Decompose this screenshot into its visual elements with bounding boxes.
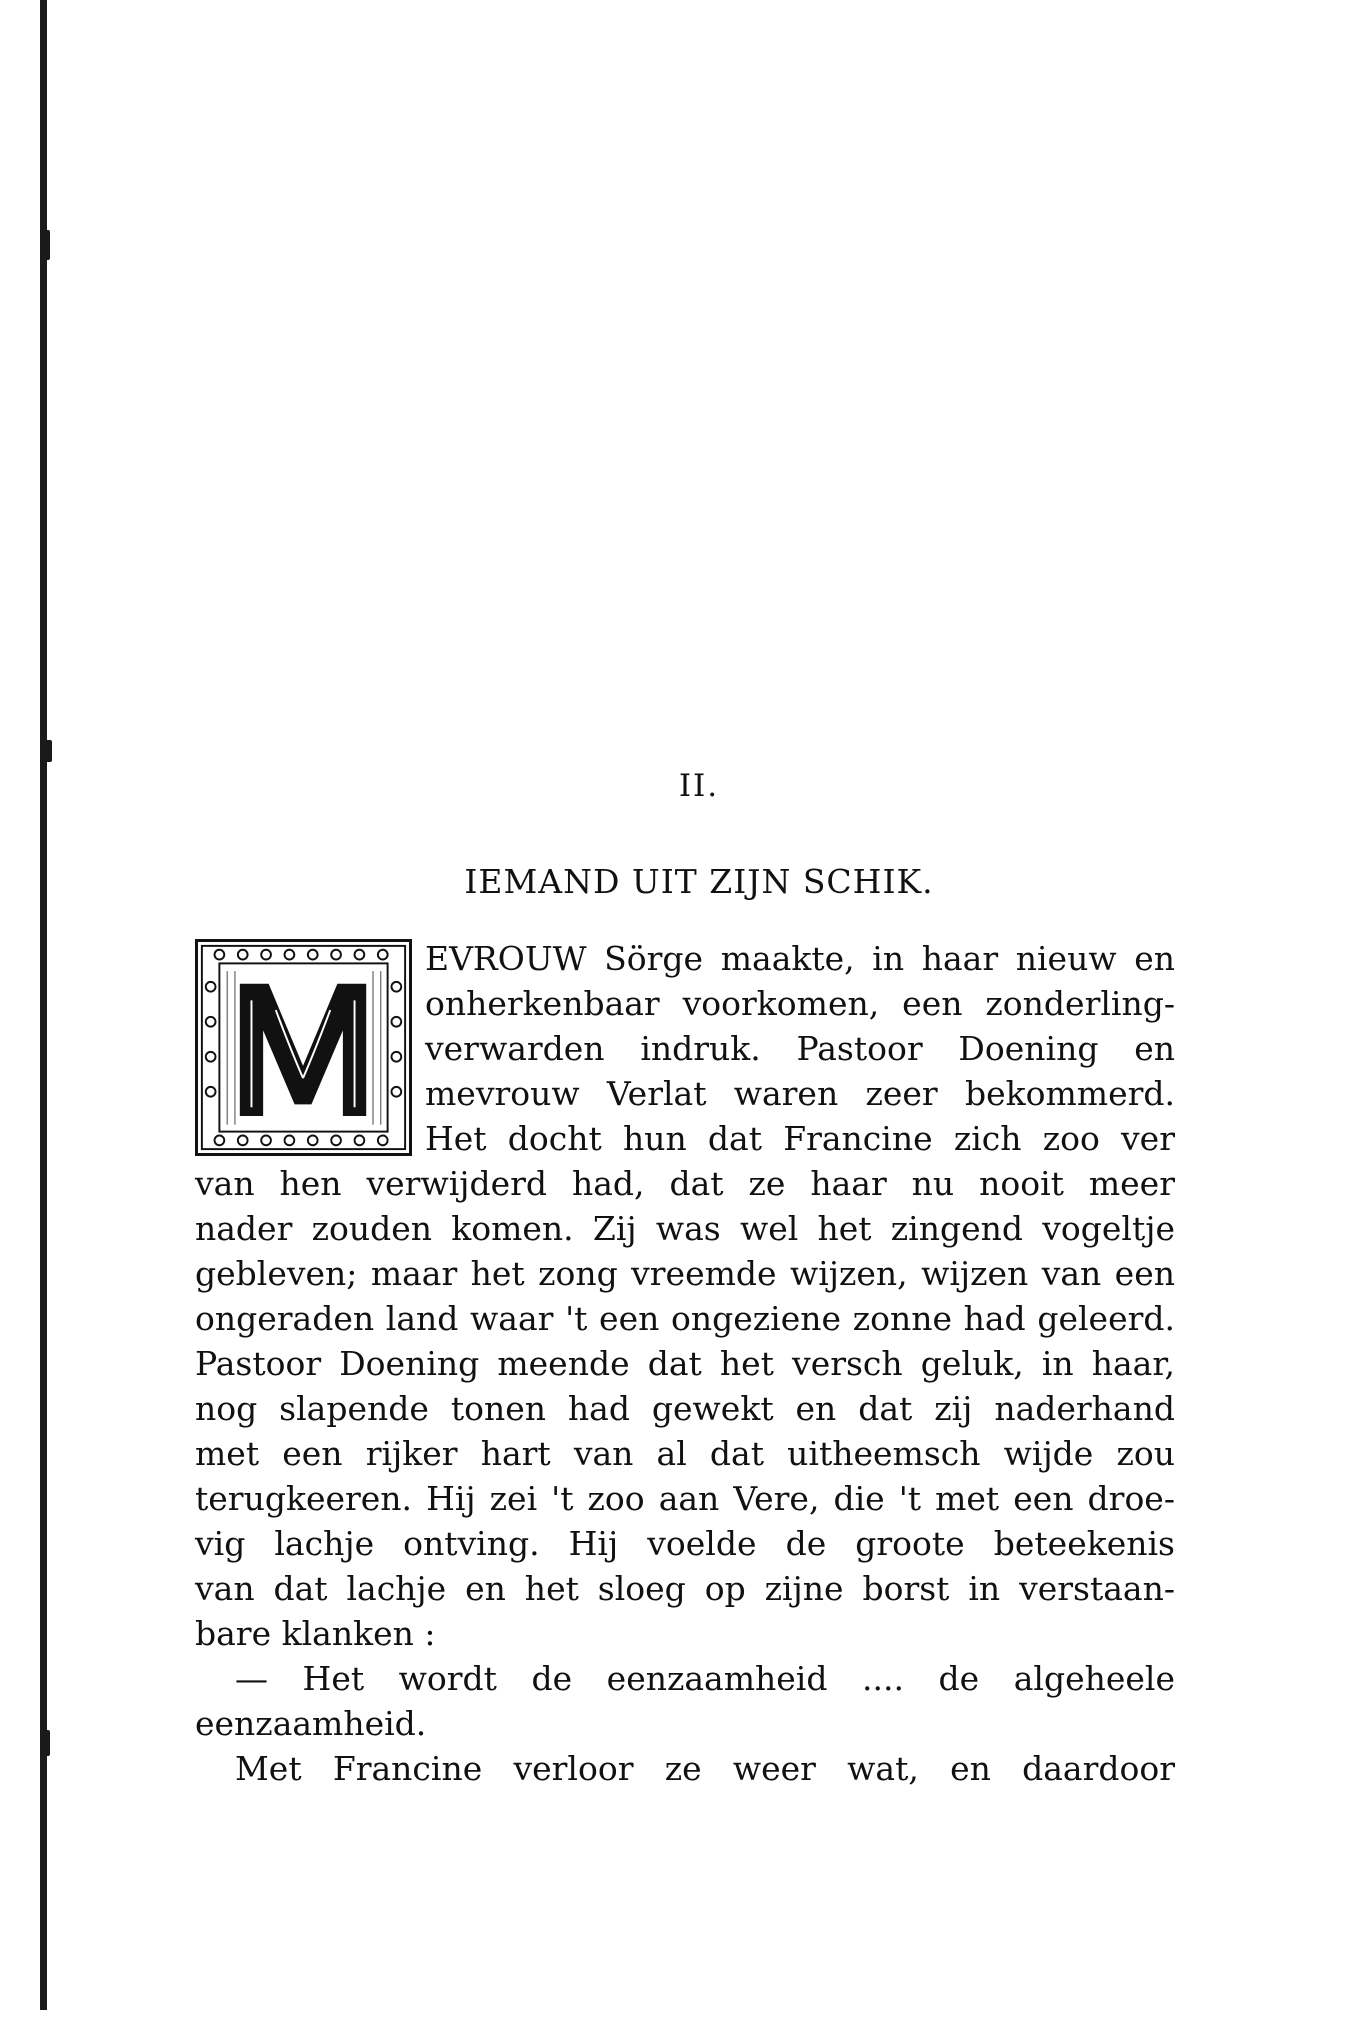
body-line: ongeraden land waar 't een ongeziene zonne had geleerd. — [195, 1299, 1175, 1338]
body-line: van dat lachje en het sloeg op zijne borst in verstaan- — [195, 1569, 1175, 1608]
closing-line: Met Francine verloor ze weer wat, en daardoor — [235, 1749, 1175, 1788]
body-line: onherkenbaar voorkomen, een zonderling- — [425, 984, 1175, 1023]
scan-speck — [44, 740, 52, 762]
body-line: nog slapende tonen had gewekt en dat zij naderhand — [195, 1389, 1175, 1428]
body-line: Pastoor Doening meende dat het versch geluk, in haar, — [195, 1344, 1175, 1383]
body-line: vig lachje ontving. Hij voelde de groote beteekenis — [195, 1524, 1175, 1563]
body-line: terugkeeren. Hij zei 't zoo aan Vere, die 't met een droe- — [195, 1479, 1175, 1518]
body-line: van hen verwijderd had, dat ze haar nu nooit meer — [195, 1164, 1175, 1203]
body-line: verwarden indruk. Pastoor Doening en — [425, 1029, 1175, 1068]
body-line: nader zouden komen. Zij was wel het zingend vogeltje — [195, 1209, 1175, 1248]
dialogue-line: eenzaamheid. — [195, 1704, 427, 1743]
body-line: gebleven; maar het zong vreemde wijzen, wijzen van een — [195, 1254, 1175, 1293]
body-line: met een rijker hart van al dat uitheemsch wijde zou — [195, 1434, 1175, 1473]
scan-speck — [44, 230, 50, 260]
body-line: Het docht hun dat Francine zich zoo ver — [425, 1119, 1175, 1158]
page-binding-edge — [40, 0, 47, 2010]
chapter-body — [195, 936, 1175, 1791]
chapter-title: IEMAND UIT ZIJN SCHIK. — [464, 862, 934, 901]
body-line: bare klanken : — [195, 1614, 436, 1653]
dialogue-line: — Het wordt de eenzaamheid .... de algeheele — [235, 1659, 1175, 1698]
body-line: mevrouw Verlat waren zeer bekommerd. — [425, 1074, 1175, 1113]
chapter-number: II. — [678, 768, 720, 804]
scan-speck — [44, 1730, 50, 1756]
body-line: EVROUW Sörge maakte, in haar nieuw en — [425, 939, 1175, 978]
